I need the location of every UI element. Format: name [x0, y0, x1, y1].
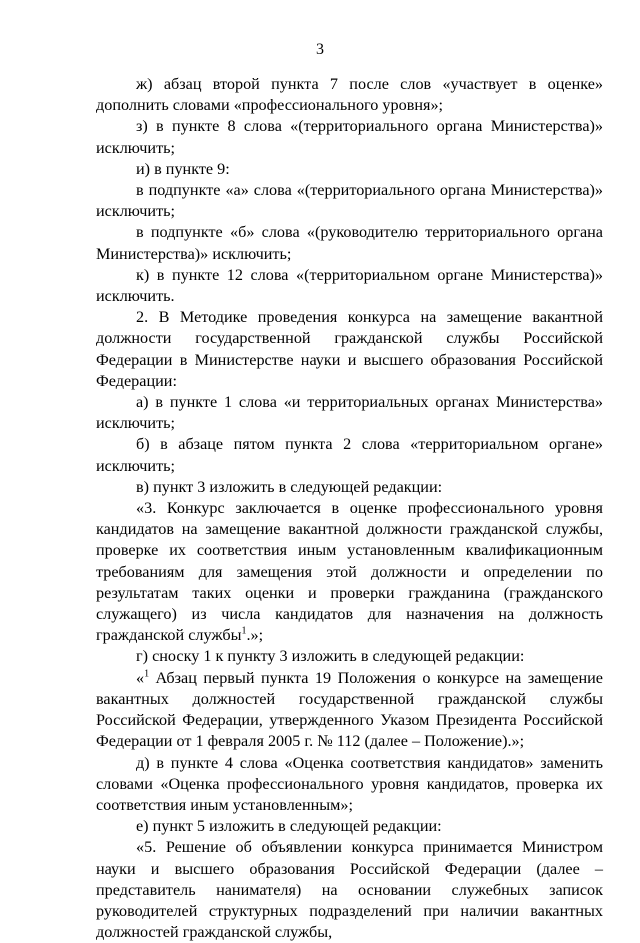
paragraph: з) в пункте 8 слова «(территориального органа Министерства)» исключить;: [96, 117, 603, 157]
footnote-mark: 1: [241, 625, 247, 637]
paragraph-text: Абзац первый пункта 19 Положения о конкурсе на замещение вакантных должностей государственной гражданской службы Российской Федерации, утвержденного Указом Президента Российской Федерации от 1 февраля 2005 г. № 112 (далее – Положение).»;: [96, 668, 603, 751]
paragraph: б) в абзаце пятом пункта 2 слова «территориальном органе» исключить;: [96, 435, 603, 475]
quote-open: «: [136, 668, 145, 687]
paragraph: 2. В Методике проведения конкурса на замещение вакантной должности государственной гражданской службы Российской Федерации в Министерстве науки и высшего образования Российской Федерации:: [96, 308, 603, 390]
paragraph-text: «3. Конкурс заключается в оценке профессионального уровня кандидатов на замещение вакантной должности гражданской службы, проверке их соответствия иным установленным квалификационным требованиям для замещения этой должности и определении по результатам таких оценки и проверки гражданина (гражданского служащего) из числа кандидатов для назначения на должность гражданской службы: [96, 499, 603, 645]
paragraph: «5. Решение об объявлении конкурса принимается Министром науки и высшего образования Российской Федерации (далее – представитель нанимателя) на основании служебных записок руководителей структурных подразделений при наличии вакантных должностей гражданской службы,: [96, 838, 603, 942]
paragraph: д) в пункте 4 слова «Оценка соответствия кандидатов» заменить словами «Оценка профессионального уровня кандидатов, проверка их соответствия иным установленным»;: [96, 753, 603, 814]
paragraph: к) в пункте 12 слова «(территориальном органе Министерства)» исключить.: [96, 265, 603, 306]
paragraph: [96, 498, 603, 646]
footnote-mark: 1: [144, 668, 150, 680]
paragraph: е) пункт 5 изложить в следующей редакции:: [136, 817, 442, 836]
paragraph: в подпункте «б» слова «(руководителю территориального органа Министерства)» исключить;: [96, 223, 603, 263]
page-number: 3: [316, 41, 324, 58]
footnote-paragraph: [96, 668, 603, 753]
paragraph-tail: .»;: [246, 626, 264, 645]
paragraph: и) в пункте 9:: [136, 159, 230, 178]
paragraph: г) сноску 1 к пункту 3 изложить в следующей редакции:: [136, 647, 525, 666]
paragraph: в) пункт 3 изложить в следующей редакции:: [136, 477, 443, 496]
document-body: [96, 74, 603, 943]
paragraph: ж) абзац второй пункта 7 после слов «участвует в оценке» дополнить словами «профессионального уровня»;: [96, 75, 603, 115]
paragraph: а) в пункте 1 слова «и территориальных органах Министерства» исключить;: [96, 393, 603, 433]
paragraph: в подпункте «а» слова «(территориального органа Министерства)» исключить;: [96, 181, 603, 221]
